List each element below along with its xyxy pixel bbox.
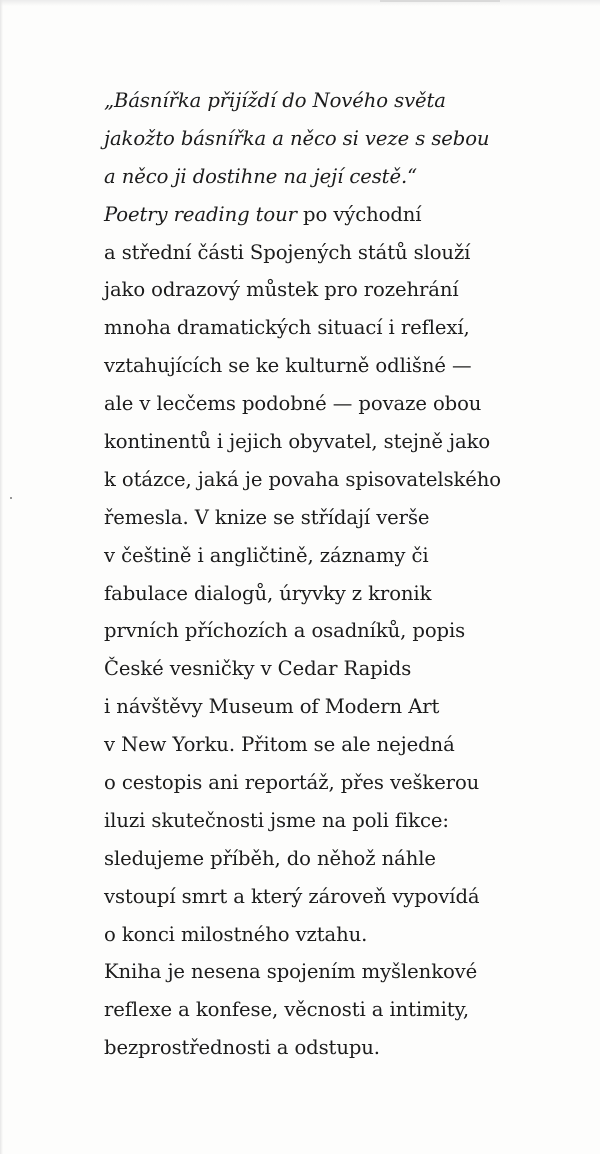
blurb-line: iluzi skutečnosti jsme na poli fikce: <box>104 808 449 832</box>
blurb-line: a střední části Spojených států slouží <box>104 240 471 264</box>
blurb-line: sledujeme příběh, do něhož náhle <box>104 846 436 870</box>
blurb-line: kontinentů i jejich obyvatel, stejně jako <box>104 430 491 454</box>
blurb-line: řemesla. V knize se střídají verše <box>104 505 430 529</box>
blurb-line: v New Yorku. Přitom se ale nejedná <box>104 733 455 757</box>
blurb-line: o cestopis ani reportáž, přes veškerou <box>104 771 480 795</box>
blurb-line: České vesničky v Cedar Rapids <box>104 657 412 681</box>
blurb-line: k otázce, jaká je povaha spisovatelského <box>104 467 502 491</box>
blurb-line: mnoha dramatických situací i reflexí, <box>104 316 470 340</box>
blurb-line: Kniha je nesena spojením myšlenkové <box>104 960 478 984</box>
blurb-line: fabulace dialogů, úryvky z kronik <box>104 581 432 605</box>
blurb-line: bezprostřednosti a odstupu. <box>104 1036 380 1060</box>
blurb-line <box>104 196 574 234</box>
paper-speck <box>10 497 12 499</box>
blurb-line: reflexe a konfese, věcnosti a intimity, <box>104 998 470 1022</box>
blurb-line: ale v lecčems podobné — povaze obou <box>104 392 482 416</box>
page-top-shadow <box>0 0 600 6</box>
book-blurb <box>104 82 574 1067</box>
blurb-line: vstoupí smrt a který zároveň vypovídá <box>104 884 480 908</box>
blurb-line: o konci milostného vztahu. <box>104 922 368 946</box>
blurb-quote-line: a něco ji dostihne na její cestě.“ <box>104 164 417 188</box>
blurb-line: v češtině i angličtině, záznamy či <box>104 543 429 567</box>
blurb-line: jako odrazový můstek pro rozehrání <box>104 278 459 302</box>
blurb-quote-line: jakožto básnířka a něco si veze s sebou <box>104 126 490 150</box>
blurb-line: prvních příchozích a osadníků, popis <box>104 619 466 643</box>
page-top-edge <box>380 0 500 2</box>
book-title-emphasis: Poetry reading tour <box>104 202 297 226</box>
blurb-line: i návštěvy Museum of Modern Art <box>104 695 440 719</box>
blurb-quote-line: „Básnířka přijíždí do Nového světa <box>104 89 446 112</box>
page-left-edge <box>0 0 3 1154</box>
blurb-line-rest: po východní <box>296 202 422 226</box>
blurb-line: vztahujících se ke kulturně odlišné — <box>104 354 472 378</box>
